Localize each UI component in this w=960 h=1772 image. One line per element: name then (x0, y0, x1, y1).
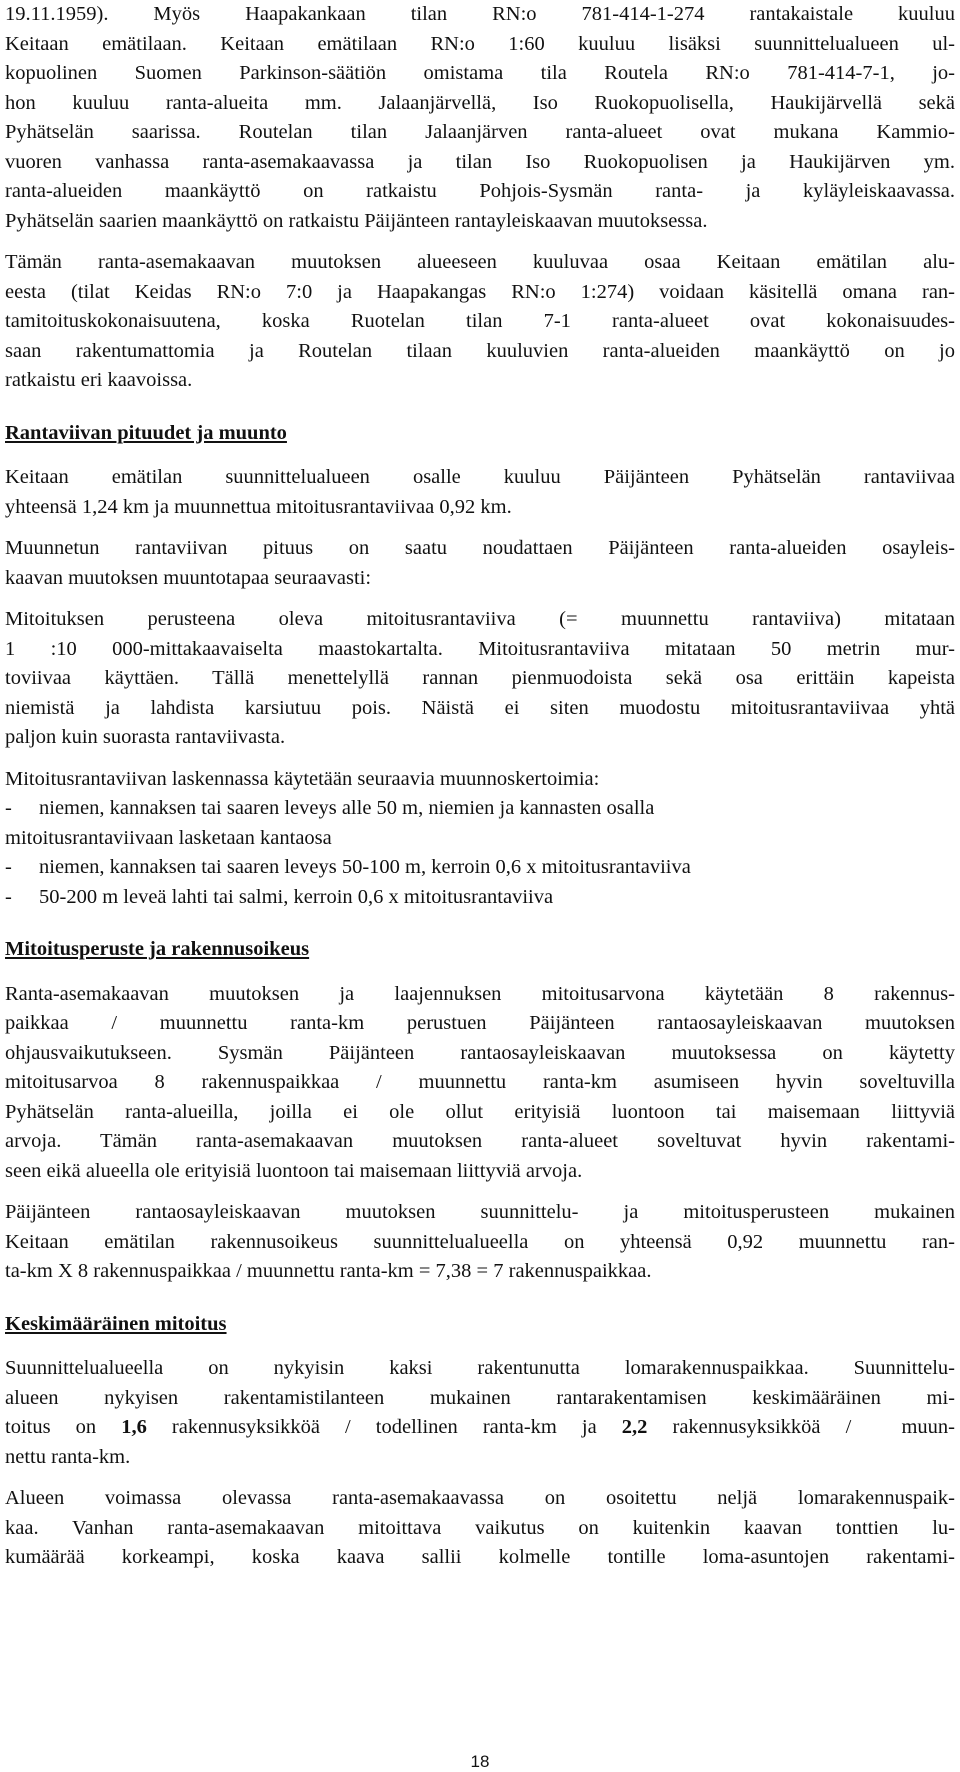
document-page (5, 0, 955, 1573)
text-line: ratkaistu eri kaavoissa. (5, 369, 193, 391)
text-line: kumäärää korkeampi, koska kaava sallii kolmelle tontille loma-asuntojen rakentami- (5, 1546, 955, 1568)
list-item-continuation: mitoitusrantaviivaan lasketaan kantaosa (5, 826, 332, 849)
list-item-text: niemen, kannaksen tai saaren leveys alle 50 m, niemien ja kannasten osalla (39, 797, 655, 819)
text-line: Keitaan emätilaan. Keitaan emätilaan RN:o 1:60 kuuluu lisäksi suunnittelualueen ul- (5, 32, 955, 55)
text-line: eesta (tilat Keidas RN:o 7:0 ja Haapakangas RN:o 1:274) voidaan käsitellä omana ran- (5, 280, 955, 303)
page-number: 18 (470, 1752, 490, 1771)
list-dash: - (5, 885, 12, 908)
text-line: hon kuuluu ranta-alueita mm. Jalaanjärvellä, Iso Ruokopuolisella, Haukijärvellä sekä (5, 91, 955, 114)
paragraph-keskimaarainen-1 (5, 1354, 955, 1472)
text-line: Pyhätselän saarissa. Routelan tilan Jalaanjärven ranta-alueet ovat mukana Kammio- (5, 121, 955, 143)
text-line: nettu ranta-km. (5, 1445, 131, 1468)
section-heading-rantaviiva: Rantaviivan pituudet ja muunto (5, 421, 287, 444)
text-line: Päijänteen rantaosayleiskaavan muutoksen suunnittelu- ja mitoitusperusteen mukainen (5, 1201, 955, 1223)
text-line: Ranta-asemakaavan muutoksen ja laajennuksen mitoitusarvona käytetään 8 rakennus- (5, 982, 955, 1005)
text-line: alueen nykyisen rakentamistilanteen mukainen rantarakentamisen keskimääräinen mi- (5, 1386, 955, 1409)
list-item-text: niemen, kannaksen tai saaren leveys 50-100 m, kerroin 0,6 x mitoitusrantaviiva (39, 856, 691, 878)
text-line: Alueen voimassa olevassa ranta-asemakaavassa on osoitettu neljä lomarakennuspaik- (5, 1487, 955, 1509)
text-line: kopuolinen Suomen Parkinson-säätiön omistama tila Routela RN:o 781-414-7-1, jo- (5, 62, 955, 84)
list-item-text: 50-200 m leveä lahti tai salmi, kerroin 0,6 x mitoitusrantaviiva (39, 885, 554, 908)
text-line: Mitoitusrantaviivan laskennassa käytetään seuraavia muunnoskertoimia: (5, 767, 600, 790)
text-line: paikkaa / muunnettu ranta-km perustuen Päijänteen rantaosayleiskaavan muutoksen (5, 1012, 955, 1034)
text-line: saan rakentumattomia ja Routelan tilaan kuuluvien ranta-alueiden maankäyttö on jo (5, 339, 955, 362)
list-dash: - (5, 797, 12, 819)
text-run: toitus on (5, 1416, 122, 1438)
text-line: Tämän ranta-asemakaavan muutoksen alueeseen kuuluvaa osaa Keitaan emätilan alu- (5, 251, 955, 273)
paragraph-keitaan-ematila (5, 248, 955, 396)
text-line: niemistä ja lahdista karsiutuu pois. Näistä ei siten muodostu mitoitusrantaviivaa yhtä (5, 696, 955, 719)
text-line: 19.11.1959). Myös Haapakankaan tilan RN:o 781-414-1-274 rantakaistale kuuluu (5, 3, 955, 25)
text-line: Muunnetun rantaviivan pituus on saatu noudattaen Päijänteen ranta-alueiden osayleis- (5, 537, 955, 559)
bold-value-muunnettu: 2,2 (621, 1416, 648, 1438)
text-line: ohjausvaikutukseen. Sysmän Päijänteen rantaosayleiskaavan muutoksessa on käytetty (5, 1041, 955, 1064)
bold-value-todellinen: 1,6 (121, 1416, 147, 1438)
text-line: Suunnittelualueella on nykyisin kaksi rakentunutta lomarakennuspaikkaa. Suunnittelu- (5, 1357, 955, 1379)
section-heading-mitoitusperuste: Mitoitusperuste ja rakennusoikeus (5, 938, 310, 960)
section-heading-keskimaarainen: Keskimääräinen mitoitus (5, 1312, 227, 1335)
text-line: Mitoituksen perusteena oleva mitoitusrantaviiva (= muunnettu rantaviiva) mitataan (5, 608, 955, 630)
text-line: yhteensä 1,24 km ja muunnettua mitoitusrantaviivaa 0,92 km. (5, 495, 512, 518)
text-line: mitoitusarvoa 8 rakennuspaikkaa / muunnettu ranta-km asumiseen hyvin soveltuvilla (5, 1071, 955, 1093)
text-line: seen eikä alueella ole erityisiä luontoon tai maisemaan liittyviä arvoja. (5, 1159, 583, 1182)
text-line: ranta-alueiden maankäyttö on ratkaistu Pohjois-Sysmän ranta- ja kyläyleiskaavassa. (5, 180, 955, 202)
paragraph-rantaviiva-3 (5, 605, 955, 753)
text-line: kaa. Vanhan ranta-asemakaavan mitoittava vaikutus on kuitenkin kaavan tonttien lu- (5, 1516, 955, 1539)
list-dash: - (5, 856, 12, 878)
text-line: tamitoituskokonaisuutena, koska Ruotelan tilan 7-1 ranta-alueet ovat kokonaisuudes- (5, 310, 955, 332)
paragraph-rantaviiva-2 (5, 534, 955, 593)
paragraph-rantaviiva-1 (5, 463, 955, 522)
text-line: Pyhätselän saarien maankäyttö on ratkaistu Päijänteen rantayleiskaavan muutoksessa. (5, 209, 708, 232)
text-line: Keitaan emätilan suunnittelualueen osalle kuuluu Päijänteen Pyhätselän rantaviivaa (5, 466, 955, 488)
text-line: Keitaan emätilan rakennusoikeus suunnittelualueella on yhteensä 0,92 muunnettu ran- (5, 1230, 955, 1253)
list-item (5, 794, 955, 824)
text-line: vuoren vanhassa ranta-asemakaavassa ja tilan Iso Ruokopuolisen ja Haukijärven ym. (5, 150, 955, 173)
text-line: paljon kuin suorasta rantaviivasta. (5, 726, 286, 748)
text-run: rakennusyksikköä / todellinen ranta-km ja (146, 1416, 622, 1438)
text-line (5, 1413, 955, 1443)
paragraph-keskimaarainen-2 (5, 1484, 955, 1573)
paragraph-rantaviiva-4 (5, 765, 955, 913)
list-item (5, 883, 955, 913)
list-item (5, 853, 955, 883)
text-line: 1 :10 000-mittakaavaiselta maastokartalta. Mitoitusrantaviiva mitataan 50 metrin mur- (5, 637, 955, 660)
text-line: toviivaa käyttäen. Tällä menettelyllä rannan pienmuodoista sekä osa erittäin kapeista (5, 667, 955, 689)
text-line: kaavan muutoksen muuntotapaa seuraavasti: (5, 566, 372, 589)
text-line: arvoja. Tämän ranta-asemakaavan muutoksen ranta-alueet soveltuvat hyvin rakentami- (5, 1130, 955, 1152)
text-line: ta-km X 8 rakennuspaikkaa / muunnettu ranta-km = 7,38 = 7 rakennuspaikkaa. (5, 1260, 652, 1282)
paragraph-continued (5, 0, 955, 236)
paragraph-mitoitus-2 (5, 1198, 955, 1287)
paragraph-mitoitus-1 (5, 980, 955, 1187)
text-line: Pyhätselän ranta-alueilla, joilla ei ole ollut erityisiä luontoon tai maisemaan liittyviä (5, 1100, 955, 1123)
text-run: rakennusyksikköä / muun- (647, 1416, 955, 1438)
